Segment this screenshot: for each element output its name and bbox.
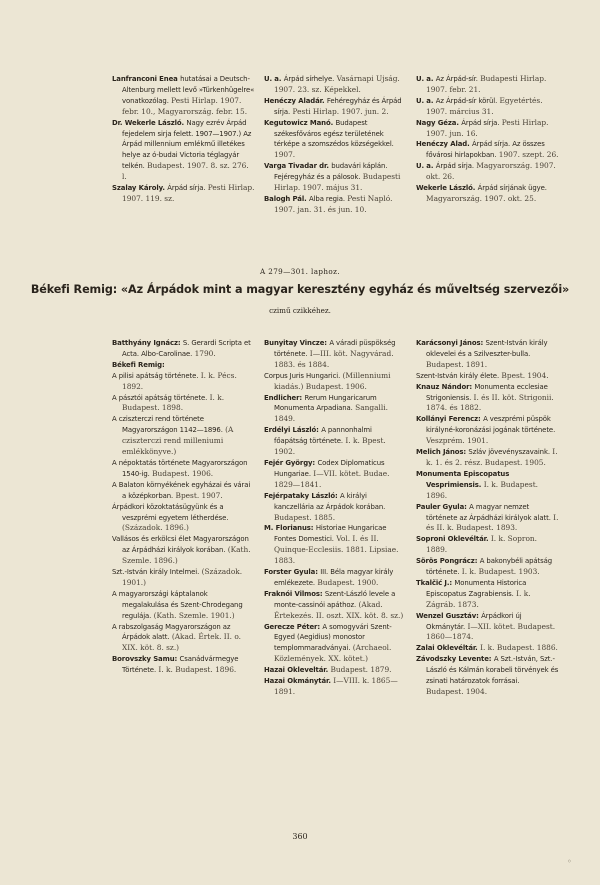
entry-author: Zalai Oklevéltár. bbox=[416, 644, 478, 653]
entry-publication: Pesti Napló. 1907. jan. 31. és jun. 10. bbox=[274, 193, 393, 214]
entry-title: A magyar nemzet története az Árpádházi királyok alatt. bbox=[426, 502, 551, 522]
bibliography-entry bbox=[264, 523, 407, 567]
entry-title: Budapest székesfőváros egész területének térképe a szomszédos községekkel. bbox=[274, 118, 394, 149]
entry-title: A magyarországi káptalanok megalakulása és Szent-Chrodegang regulája. bbox=[112, 589, 243, 620]
entry-author: Fejérpataky László: bbox=[264, 491, 338, 500]
entry-author: Kollányi Ferencz: bbox=[416, 415, 481, 424]
bibliography-entry bbox=[112, 589, 255, 622]
entry-author: U. a. bbox=[416, 162, 434, 171]
bibliography-entry bbox=[416, 382, 559, 415]
entry-title: A Szt.-István, Szt.-László és Kálmán korabeli törvények és zsinati határozatok forrásai. bbox=[426, 655, 559, 686]
entry-author: Fraknói Vilmos: bbox=[264, 589, 323, 598]
entry-title: A királyi kanczellária az Árpádok korában. bbox=[274, 491, 386, 511]
entry-author: U. a. bbox=[264, 75, 282, 83]
entry-title: Alba regia. bbox=[309, 194, 345, 203]
bibliography-entry bbox=[264, 665, 407, 676]
bibliography-entry bbox=[416, 534, 559, 556]
entry-publication: Pesti Hirlap. 1907. jun. 2. bbox=[292, 106, 389, 116]
entry-title: Fehéregyház és Árpád sírja. bbox=[274, 96, 402, 116]
entry-publication: I. k. Budapest. 1896. bbox=[158, 665, 237, 675]
bibliography-entry bbox=[416, 643, 559, 654]
entry-author: Borovszky Samu: bbox=[112, 655, 178, 664]
bibliography-entry bbox=[112, 654, 255, 676]
entry-title: Csanádvármegye Története. bbox=[122, 655, 239, 675]
bibliography-entry bbox=[416, 338, 559, 371]
bibliography-entry bbox=[264, 118, 407, 162]
entry-publication: Bpest. 1904. bbox=[501, 370, 549, 380]
bibliography-entry bbox=[416, 556, 559, 578]
bibliography-entry bbox=[264, 567, 407, 589]
bibliography-entry bbox=[416, 371, 559, 382]
entry-publication: (Akad. Értek. II. o. XIX. köt. 8. sz.) bbox=[122, 632, 242, 653]
bibliography-entry bbox=[264, 338, 407, 371]
entry-title: Szt.-István király Intelmei. bbox=[112, 568, 200, 577]
entry-publication: Budapest. 1904. bbox=[426, 687, 488, 696]
entry-publication: (Századok. 1901.) bbox=[122, 567, 243, 587]
entry-publication: Budapest. 1906. bbox=[152, 468, 214, 478]
entry-author: Kegutowicz Manó. bbox=[264, 118, 334, 127]
entry-publication: I—VII. kötet. Budae. 1829—1841. bbox=[274, 468, 390, 489]
entry-author: Endlicher: bbox=[264, 393, 303, 402]
entry-title: Az Árpád-sír. bbox=[435, 75, 478, 83]
entry-publication: I. k. 1. és 2. rész. Budapest. 1905. bbox=[426, 447, 558, 467]
bibliography-entry bbox=[112, 338, 255, 360]
entry-author: U. a. bbox=[416, 75, 434, 83]
bibliography-entry bbox=[416, 447, 559, 469]
bibliography-entry bbox=[264, 491, 407, 524]
entry-publication: Vasárnapi Ujság. 1907. 23. sz. Képekkel. bbox=[274, 74, 400, 94]
top-column-3 bbox=[416, 74, 559, 205]
page-number: 360 bbox=[292, 832, 308, 841]
bottom-column-1 bbox=[112, 338, 255, 676]
bibliography-entry bbox=[112, 371, 255, 393]
entry-publication: Budapest. 1907. 8. sz. 276. l. bbox=[122, 161, 249, 182]
entry-publication: (Millenniumi kiadás.) Budapest. 1906. bbox=[274, 370, 391, 391]
entry-title: Szent-István király oklevelei és a Szilveszter-bulla. bbox=[426, 339, 548, 358]
entry-publication: I. k. Bpest. 1902. bbox=[274, 436, 386, 457]
entry-title: hutatásai a Deutsch-Altenburg mellett levő »Türkenhügelre« vonatkozólag. bbox=[122, 75, 255, 105]
bibliography-entry bbox=[112, 183, 255, 205]
entry-publication: Budapest. 1879. bbox=[330, 665, 392, 675]
entry-author: Závodszky Levente: bbox=[416, 655, 492, 664]
entry-publication: (Archaeol. Közlemények. XX. kötet.) bbox=[274, 643, 392, 664]
entry-author: Szalay Károly. bbox=[112, 184, 165, 193]
bibliography-entry bbox=[416, 611, 559, 644]
entry-publication: I—XII. kötet. Budapest. 1860—1874. bbox=[426, 621, 556, 642]
entry-author: Nagy Géza. bbox=[416, 118, 459, 127]
entry-author: Erdélyi László: bbox=[264, 426, 319, 435]
entry-title: A pilisi apátság története. bbox=[112, 371, 199, 380]
bibliography-entry bbox=[264, 96, 407, 118]
entry-author: Soproni Oklevéltár. bbox=[416, 535, 489, 544]
entry-publication: Bpest. 1907. bbox=[175, 490, 223, 500]
entry-title: Árpád sírja. bbox=[435, 162, 474, 171]
bibliography-entry bbox=[264, 393, 407, 426]
entry-publication: I. és II. k. Budapest. 1893. bbox=[426, 512, 559, 533]
entry-title: A pásztói apátság története. bbox=[112, 393, 208, 402]
entry-author: U. a. bbox=[416, 96, 434, 105]
entry-author: Tkalčić J.: bbox=[416, 578, 453, 587]
bibliography-entry bbox=[112, 118, 255, 183]
entry-author: Batthyány Ignácz: bbox=[112, 339, 181, 347]
top-column-1 bbox=[112, 74, 255, 205]
bibliography-entry bbox=[112, 458, 255, 480]
bibliography-entry bbox=[264, 161, 407, 194]
entry-author: Knauz Nándor: bbox=[416, 382, 473, 391]
entry-title: Szent-István király élete. bbox=[416, 371, 500, 380]
entry-author: Gerecze Péter: bbox=[264, 622, 321, 631]
entry-author: Wekerle László. bbox=[416, 184, 476, 193]
bibliography-entry bbox=[112, 567, 255, 589]
entry-author: Sörös Pongrácz: bbox=[416, 557, 478, 566]
entry-publication: I. k. Budapest. 1886. bbox=[480, 643, 558, 653]
bibliography-entry bbox=[112, 393, 255, 415]
entry-author: Bunyitay Vincze: bbox=[264, 339, 327, 347]
bibliography-entry bbox=[112, 74, 255, 118]
entry-publication: (A cziszterczi rend milleniumi emlékkönyve.) bbox=[122, 425, 234, 457]
bibliography-entry bbox=[112, 480, 255, 502]
entry-title: Árpád sírhelye. bbox=[283, 75, 335, 83]
entry-publication: Pesti Hirlap. 1907. 119. sz. bbox=[122, 183, 255, 203]
entry-publication: Budapest. 1900. bbox=[317, 577, 379, 587]
section-reference: A 279—301. laphoz. bbox=[259, 267, 341, 276]
entry-author: Dr. Wekerle László. bbox=[112, 118, 185, 127]
entry-title: Árpád sírja. bbox=[461, 118, 500, 127]
entry-title: A cziszterczi rend története Magyarországon 1142—1896. bbox=[112, 415, 223, 435]
entry-author: Fejér György: bbox=[264, 458, 316, 467]
bibliography-entry bbox=[416, 414, 559, 447]
entry-title: Codex Diplomaticus Hungariae. bbox=[274, 458, 385, 478]
entry-publication: Vol. I. és II. Quinque-Ecclesiis. 1881. Lipsiae. 1883. bbox=[274, 534, 399, 566]
entry-author: Melich János: bbox=[416, 448, 467, 457]
entry-publication: I. és II. köt. Strigonii. 1874. és 1882. bbox=[426, 392, 554, 413]
bibliography-entry bbox=[112, 534, 255, 567]
bibliography-entry bbox=[416, 139, 559, 161]
entry-title: Szláv jövevényszavaink. bbox=[468, 448, 550, 457]
entry-title: Árpád sírjának ügye. bbox=[477, 184, 547, 193]
bibliography-entry bbox=[264, 622, 407, 666]
bibliography-entry bbox=[416, 96, 559, 118]
entry-publication: I—III. köt. Nagyvárad. 1883. és 1884. bbox=[274, 348, 394, 369]
bibliography-entry bbox=[264, 589, 407, 622]
entry-publication: I—VIII. k. 1865—1891. bbox=[274, 676, 398, 696]
entry-publication: Egyetértés. 1907. március 31. bbox=[426, 95, 543, 116]
entry-publication: I. k. Budapest. 1903. bbox=[461, 567, 540, 577]
entry-author: Monumenta Episcopatus Vesprimiensis. bbox=[416, 469, 510, 489]
entry-title: Monumenta Historica Episcopatus Zagrabiensis. bbox=[426, 578, 527, 598]
entry-author: Balogh Pál. bbox=[264, 194, 307, 203]
entry-title: Az Árpád-sír körül. bbox=[435, 96, 498, 105]
bibliography-entry bbox=[264, 194, 407, 216]
entry-title: Corpus Juris Hungarici. bbox=[264, 371, 341, 380]
bibliography-entry bbox=[264, 425, 407, 458]
bibliography-entry bbox=[264, 458, 407, 491]
entry-publication: Budapest. 1891. bbox=[426, 359, 488, 369]
bibliography-entry bbox=[112, 622, 255, 655]
entry-author: Hazai Okmánytár. bbox=[264, 677, 331, 686]
entry-title: Rerum Hungaricarum Monumenta Arpadiana. bbox=[274, 393, 377, 413]
entry-publication: 1907. bbox=[274, 150, 296, 160]
entry-publication: I. k. Zágráb. 1873. bbox=[426, 588, 531, 609]
entry-author: Karácsonyi János: bbox=[416, 339, 484, 347]
entry-author: Békefi Remig: bbox=[112, 360, 165, 369]
top-column-2 bbox=[264, 74, 407, 216]
bottom-column-3 bbox=[416, 338, 559, 698]
entry-title: A Balaton környékének egyházai és várai a középkorban. bbox=[112, 480, 251, 500]
entry-author: Lanfranconi Enea bbox=[112, 75, 178, 83]
entry-title: Vallásos és erkölcsi élet Magyarországon az Árpádházi királyok korában. bbox=[112, 535, 249, 555]
entry-title: Árpádkori közoktatásügyünk és a veszprémi egyetem létherdése. bbox=[112, 502, 229, 522]
bibliography-entry bbox=[416, 161, 559, 183]
entry-publication: (Századok. 1896.) bbox=[122, 523, 189, 533]
entry-author: Henéczy Alad. bbox=[416, 140, 470, 149]
bibliography-entry bbox=[112, 360, 255, 371]
bibliography-entry bbox=[264, 371, 407, 393]
entry-author: Wenzel Gusztáv: bbox=[416, 611, 479, 620]
entry-publication: I. k. Sopron. 1889. bbox=[426, 534, 538, 555]
entry-author: Hazai Okleveltár. bbox=[264, 666, 329, 675]
entry-title: III. Béla magyar király emlékezete. bbox=[274, 568, 394, 587]
bibliography-entry bbox=[264, 676, 407, 698]
entry-publication: I. k. Pécs. 1892. bbox=[122, 370, 237, 391]
section-subtitle: czimű czikkéhez. bbox=[269, 306, 331, 315]
entry-author: Varga Tivadar dr. bbox=[264, 162, 329, 171]
entry-publication: Pesti Hirlap. 1907. jun. 16. bbox=[426, 117, 549, 138]
bibliography-entry bbox=[416, 654, 559, 698]
entry-title: A váradi püspökség története. bbox=[274, 339, 396, 358]
entry-publication: Magyarország. 1907. okt. 25. bbox=[426, 193, 537, 203]
entry-author: Pauler Gyula: bbox=[416, 502, 467, 511]
entry-publication: (Akad. Értekezés. II. oszt. XIX. köt. 8. sz.) bbox=[274, 599, 404, 620]
entry-title: Árpád sírja. bbox=[167, 184, 206, 193]
entry-publication: Magyarország. 1907. okt. 26. bbox=[426, 161, 556, 182]
entry-title: Árpád sírja. Az összes fővárosi hirlapokban. bbox=[426, 140, 545, 160]
corner-mark-icon: ◦ bbox=[567, 857, 572, 866]
entry-author: Henéczy Aladár. bbox=[264, 96, 325, 105]
bibliography-entry bbox=[264, 74, 407, 96]
bibliography-entry bbox=[416, 74, 559, 96]
entry-publication: Pesti Hirlap. 1907. febr. 10., Magyarország. febr. 15. bbox=[122, 95, 248, 116]
entry-title: A bakonybéli apátság története. bbox=[426, 557, 552, 577]
entry-title: budavári káplán. Fejéregyház és a pálosok. bbox=[274, 162, 388, 182]
entry-publication: I. k. Budapest. 1896. bbox=[426, 479, 539, 500]
bibliography-entry bbox=[416, 118, 559, 140]
bibliography-entry bbox=[112, 502, 255, 535]
entry-title: A somogyvári Szent-Egyed (Aegidius) monostor templommaradványai. bbox=[274, 622, 392, 653]
entry-title: A pannonhalmi főapátság története. bbox=[274, 426, 372, 446]
entry-author: Forster Gyula: bbox=[264, 568, 318, 577]
entry-title: A rabszolgaság Magyarországon az Árpádok alatt. bbox=[112, 622, 231, 642]
entry-title: A népoktatás története Magyarországon 1540-ig. bbox=[112, 458, 248, 478]
bibliography-entry bbox=[416, 183, 559, 205]
entry-publication: (Kath. Szemle. 1901.) bbox=[153, 610, 235, 620]
bottom-column-2 bbox=[264, 338, 407, 698]
entry-title: Szent-László levele a monte-cassinói apáthoz. bbox=[274, 589, 396, 609]
entry-publication: I. k. Budapest. 1898. bbox=[122, 392, 225, 413]
entry-title: S. Gerardi Scripta et Acta. Albo-Carolinae. bbox=[122, 339, 251, 358]
entry-title: Nagy ezrév Árpád fejedelem sirja felett. 1907—1907.) Az Árpád millennium emlékmű illetékes helye az ó-budai Victoria téglagyár telkén. bbox=[122, 118, 252, 171]
entry-publication: 1907. szept. 26. bbox=[498, 150, 559, 160]
entry-publication: Budapesti Hirlap. 1907. május 31. bbox=[274, 172, 401, 193]
entry-publication: Budapest. 1885. bbox=[274, 512, 336, 522]
bibliography-entry bbox=[416, 502, 559, 535]
entry-title: Historiae Hungaricae Fontes Domestici. bbox=[274, 524, 387, 544]
entry-publication: (Kath. Szemle. 1896.) bbox=[122, 545, 251, 566]
entry-author: M. Florianus: bbox=[264, 524, 314, 533]
entry-title: A veszprémi püspök királyné-koronázási jogának története. bbox=[426, 415, 556, 435]
entry-publication: Veszprém. 1901. bbox=[426, 436, 489, 446]
entry-title: Árpádkori új Okmánytár. bbox=[426, 611, 522, 631]
bibliography-entry bbox=[416, 469, 559, 502]
bibliography-entry bbox=[416, 578, 559, 611]
section-title: Békefi Remig: «Az Árpádok mint a magyar keresztény egyház és műveltség szervezői» bbox=[30, 283, 570, 296]
entry-publication: Sangalli. 1849. bbox=[274, 403, 388, 424]
entry-publication: Budapesti Hirlap. 1907. febr. 21. bbox=[426, 74, 547, 94]
entry-publication: 1790. bbox=[194, 348, 216, 358]
entry-title: Monumenta ecclesiae Strigoniensis. bbox=[426, 382, 548, 402]
bibliography-entry bbox=[112, 414, 255, 458]
